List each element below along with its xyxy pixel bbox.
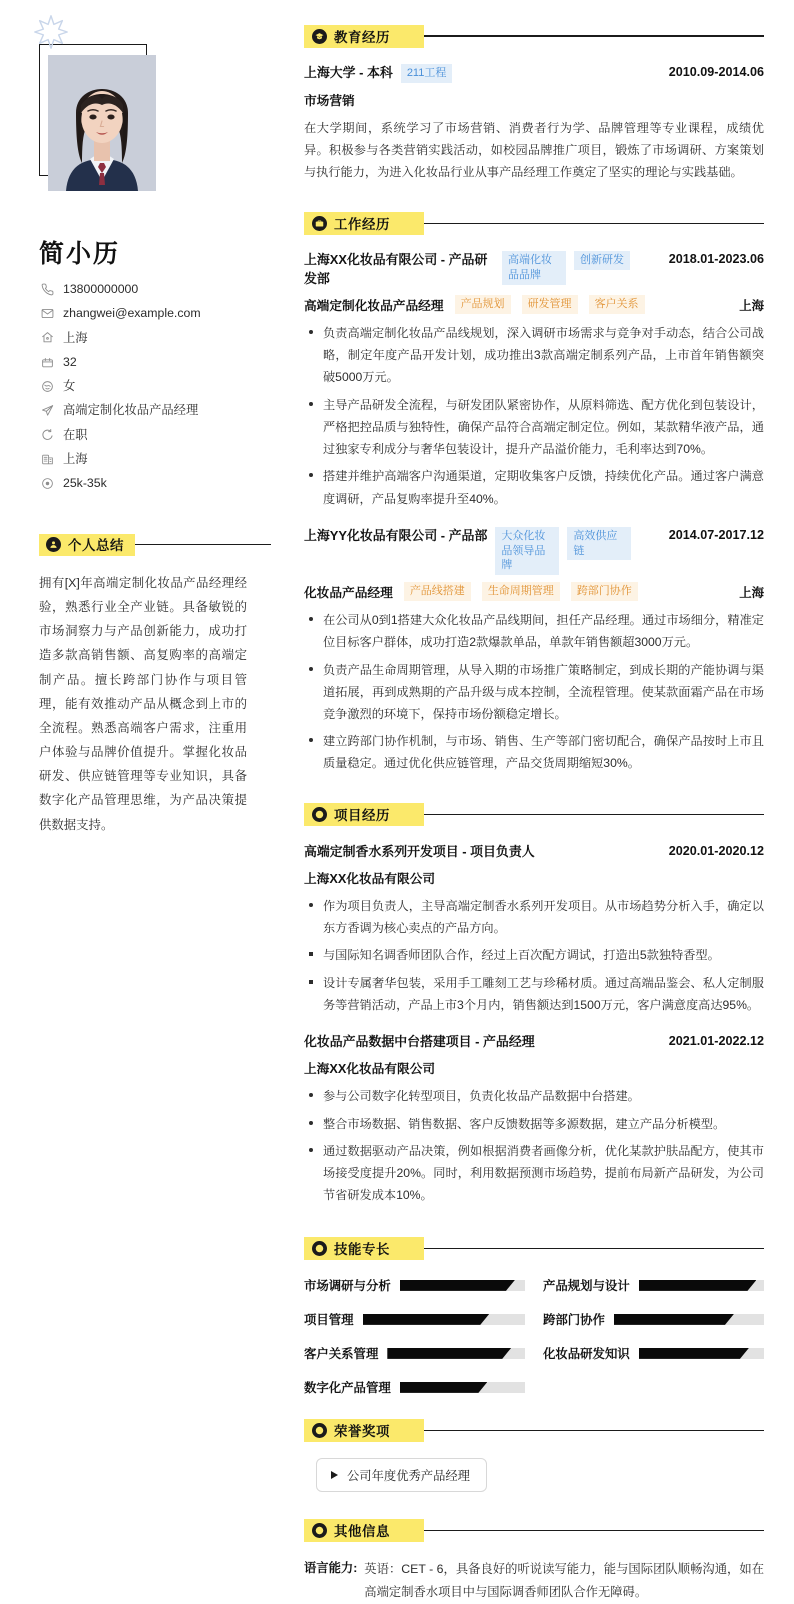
email-icon [40, 307, 54, 321]
tag: 大众化妆品领导品牌 [495, 527, 559, 576]
bullet-list [304, 322, 764, 510]
contact-email [40, 306, 268, 321]
role-title: 高端定制化妆品产品经理 [304, 299, 444, 314]
contact-gender [40, 379, 268, 394]
award-label: 公司年度优秀产品经理 [347, 1469, 470, 1484]
section-header [39, 533, 271, 557]
list-item: 通过数据驱动产品决策，例如根据消费者画像分析，优化某款护肤品配方，使其市场接受度提升20%。同时，利用数据预测市场趋势，提前布局新产品研发，为公司节省研发成本10%。 [304, 1140, 764, 1207]
school-name: 上海大学 - 本科 [304, 65, 393, 80]
entry-left [304, 843, 535, 861]
role-title: 化妆品产品经理 [304, 586, 393, 601]
entry-header [304, 1033, 764, 1051]
contact-salary [40, 476, 268, 491]
skill-bar-fill [639, 1280, 757, 1291]
skill-row [304, 1378, 525, 1396]
section-work-experience [304, 211, 764, 774]
section-title: 技能专长 [334, 1241, 390, 1257]
project-entry [304, 843, 764, 1016]
contact-hometown [40, 331, 268, 346]
skill-label: 项目管理 [304, 1313, 354, 1328]
education-entry [304, 64, 764, 183]
tag: 研发管理 [522, 295, 578, 314]
tag: 产品规划 [455, 295, 511, 314]
skill-label: 化妆品研发知识 [543, 1347, 630, 1362]
gender-icon [40, 379, 54, 393]
project-name: 化妆品产品数据中台搭建项目 - 产品经理 [304, 1033, 535, 1049]
contact-value: 25k-35k [63, 476, 107, 490]
project-company: 上海XX化妆品有限公司 [304, 871, 436, 886]
project-entry [304, 1033, 764, 1206]
section-header-highlight [304, 25, 424, 48]
section-header-highlight [304, 212, 424, 235]
tag: 高端化妆品品牌 [502, 251, 566, 285]
entry-left [304, 251, 630, 288]
position-icon [40, 404, 54, 418]
entry-date: 2021.01-2022.12 [668, 1033, 764, 1048]
project-name: 高端定制香水系列开发项目 - 项目负责人 [304, 843, 535, 859]
list-item: 参与公司数字化转型项目，负责化妆品产品数据中台搭建。 [304, 1085, 764, 1107]
section-header-highlight [304, 1419, 424, 1442]
skill-bar-fill [387, 1348, 511, 1359]
info-icon [312, 1523, 327, 1538]
section-rule [414, 1430, 764, 1431]
skill-label: 市场调研与分析 [304, 1279, 391, 1294]
entry-header [304, 251, 764, 288]
entry-date: 2010.09-2014.06 [668, 65, 764, 79]
entry-header [304, 843, 764, 861]
contact-value: 女 [63, 379, 76, 393]
skill-row [543, 1276, 764, 1294]
tag: 211工程 [401, 64, 453, 83]
status-icon [40, 428, 54, 442]
list-item: 负责产品生命周期管理，从导入期的市场推广策略制定，到成长期的产能协调与渠道拓展，再到成熟期的产品升级与成本控制，全流程管理。使某款面霜产品在市场竞争激烈的环境下，保持市场份额稳定增长。 [304, 659, 764, 726]
contact-city [40, 452, 268, 467]
list-item: 整合市场数据、销售数据、客户反馈数据等多源数据，建立产品分析模型。 [304, 1113, 764, 1135]
contact-value: 上海 [63, 451, 88, 466]
section-other-info [304, 1518, 764, 1603]
entry-role [304, 582, 764, 601]
profile-photo [48, 55, 156, 191]
skill-label: 产品规划与设计 [543, 1279, 630, 1294]
sidebar [0, 0, 290, 1570]
contact-value: 上海 [63, 330, 88, 345]
section-header [304, 1236, 764, 1260]
list-item: 与国际知名调香师团队合作，经过上百次配方调试，打造出5款独特香型。 [304, 944, 764, 966]
section-title: 工作经历 [334, 216, 390, 232]
other-info-row [304, 1558, 764, 1603]
tag: 生命周期管理 [482, 582, 560, 601]
award-item[interactable] [316, 1458, 487, 1492]
section-header [304, 1418, 764, 1442]
skill-row [304, 1344, 525, 1362]
skill-bar-track [614, 1314, 764, 1325]
section-rule [414, 814, 764, 815]
project-company: 上海XX化妆品有限公司 [304, 1062, 436, 1077]
section-rule [414, 1530, 764, 1531]
bullet-list [304, 609, 764, 774]
skill-bar-fill [639, 1348, 749, 1359]
project-icon [312, 807, 327, 822]
star-decoration-icon [33, 14, 69, 50]
contact-value: 32 [63, 354, 77, 369]
main-content [290, 0, 794, 1600]
skill-bar-track [400, 1382, 525, 1393]
role-left [304, 295, 645, 314]
contact-position [40, 403, 268, 418]
home-icon [40, 331, 54, 345]
section-title: 个人总结 [68, 538, 124, 554]
section-title: 教育经历 [334, 29, 390, 45]
page-title: 简小历 [39, 240, 121, 268]
user-icon [46, 537, 61, 552]
section-header-highlight [304, 803, 424, 826]
avatar [39, 44, 199, 220]
section-rule [414, 35, 764, 36]
skill-bar-track [639, 1348, 764, 1359]
age-icon [40, 355, 54, 369]
section-header-highlight [39, 534, 135, 556]
entry-left [304, 1033, 535, 1051]
section-skills [304, 1236, 764, 1396]
skill-bar-fill [400, 1280, 515, 1291]
skill-bar-track [387, 1348, 525, 1359]
work-entry [304, 251, 764, 509]
section-rule [414, 1248, 764, 1249]
work-location: 上海 [739, 585, 764, 600]
play-triangle-icon [331, 1471, 338, 1479]
section-header [304, 211, 764, 235]
skill-bar-fill [614, 1314, 734, 1325]
work-entry [304, 527, 764, 775]
contact-value: 13800000000 [63, 282, 139, 296]
other-info-label: 语言能力: [304, 1561, 358, 1576]
skill-bar-fill [400, 1382, 488, 1393]
graduation-cap-icon [312, 29, 327, 44]
section-awards [304, 1418, 764, 1492]
salary-icon [40, 476, 54, 490]
skills-grid [304, 1276, 764, 1396]
bullet-list [304, 895, 764, 1016]
skill-row [543, 1310, 764, 1328]
chart-icon [312, 1241, 327, 1256]
section-title: 其他信息 [334, 1523, 390, 1539]
medal-icon [312, 1423, 327, 1438]
skill-label: 客户关系管理 [304, 1347, 379, 1362]
section-personal-summary [39, 533, 271, 837]
briefcase-icon [312, 216, 327, 231]
section-title: 项目经历 [334, 808, 390, 824]
list-item: 主导产品研发全流程，与研发团队紧密协作，从原料筛选、配方优化到包装设计，严格把控品质与独特性，确保产品符合高端定制定位。例如，某款精华液产品，通过独家专利成分与奢华包装设计，提升产品溢价能力，毛利率达到70%。 [304, 394, 764, 461]
company-name: 上海XX化妆品有限公司 - 产品研发部 [304, 252, 488, 286]
other-info-text: 英语：CET - 6，具备良好的听说读写能力，能与国际团队顺畅沟通，如在高端定制香水项目中与国际调香师团队合作无障碍。 [364, 1562, 764, 1600]
section-header-highlight [304, 1237, 424, 1260]
entry-role [304, 295, 764, 314]
education-description: 在大学期间，系统学习了市场营销、消费者行为学、品牌管理等专业课程，成绩优异。积极参与各类营销实践活动，如校园品牌推广项目，锻炼了市场调研、方案策划与执行能力，为进入化妆品行业从事产品经理工作奠定了坚实的理论与实践基础。 [304, 120, 764, 180]
work-location: 上海 [739, 298, 764, 313]
contact-value: 高端定制化妆品产品经理 [63, 403, 199, 418]
section-rule [414, 223, 764, 224]
skill-bar-fill [363, 1314, 490, 1325]
entry-left [304, 64, 452, 83]
summary-text: 拥有[X]年高端定制化妆品产品经理经验，熟悉行业全产业链。具备敏锐的市场洞察力与产品创新能力，成功打造多款高销售额、高复购率的高端定制产品。擅长跨部门协作与项目管理，能有效推动产品从概念到上市的全流程。熟悉高端客户需求，注重用户体验与品牌价值提升。掌握化妆品研发、供应链管理等专业知识，具备数字化产品管理思维，为产品决策提供数据支持。 [39, 575, 247, 832]
list-item: 建立跨部门协作机制，与市场、销售、生产等部门密切配合，确保产品按时上市且质量稳定。通过优化供应链管理，产品交货周期缩短30%。 [304, 730, 764, 774]
list-item: 作为项目负责人，主导高端定制香水系列开发项目。从市场趋势分析入手，确定以东方香调为核心卖点的产品方向。 [304, 895, 764, 939]
skill-row [543, 1344, 764, 1362]
city-icon [40, 452, 54, 466]
tag: 跨部门协作 [571, 582, 638, 601]
entry-header [304, 527, 764, 576]
entry-date: 2020.01-2020.12 [668, 843, 764, 858]
entry-date: 2018.01-2023.06 [668, 252, 764, 267]
section-header [304, 1518, 764, 1542]
section-title: 荣誉奖项 [334, 1423, 390, 1439]
list-item: 在公司从0到1搭建大众化妆品产品线期间，担任产品经理。通过市场细分，精准定位目标客户群体，成功打造2款爆款单品，单款年销售额超3000万元。 [304, 609, 764, 653]
skill-row [304, 1276, 525, 1294]
entry-left [304, 527, 631, 576]
entry-header [304, 64, 764, 83]
major-name: 市场营销 [304, 93, 355, 108]
skill-bar-track [400, 1280, 525, 1291]
tag: 产品线搭建 [404, 582, 471, 601]
section-header-highlight [304, 1519, 424, 1542]
skill-bar-track [363, 1314, 525, 1325]
skill-bar-track [639, 1280, 764, 1291]
section-header [304, 803, 764, 827]
section-rule [133, 544, 271, 545]
role-left [304, 582, 638, 601]
section-header [304, 24, 764, 48]
bullet-list [304, 1085, 764, 1206]
company-name: 上海YY化妆品有限公司 - 产品部 [304, 527, 488, 543]
tag: 高效供应链 [567, 527, 631, 561]
contact-value: 在职 [63, 427, 88, 442]
phone-icon [40, 282, 54, 296]
contact-status [40, 428, 268, 443]
contact-phone [40, 282, 268, 297]
section-projects [304, 803, 764, 1207]
skill-label: 数字化产品管理 [304, 1381, 391, 1396]
entry-date: 2014.07-2017.12 [668, 527, 764, 542]
section-education [304, 24, 764, 183]
contact-value: zhangwei@example.com [63, 306, 201, 321]
list-item: 搭建并维护高端客户沟通渠道，定期收集客户反馈，持续优化产品。通过客户满意度调研，产品复购率提升至40%。 [304, 465, 764, 509]
contact-list [40, 282, 268, 491]
contact-age [40, 355, 268, 370]
skill-row [304, 1310, 525, 1328]
tag: 客户关系 [589, 295, 645, 314]
tag: 创新研发 [574, 251, 630, 270]
list-item: 负责高端定制化妆品产品线规划，深入调研市场需求与竞争对手动态，结合公司战略，制定年度产品开发计划，成功推出3款高端定制系列产品，上市首年销售额突破5000万元。 [304, 322, 764, 389]
skill-label: 跨部门协作 [543, 1313, 605, 1328]
list-item: 设计专属奢华包装，采用手工雕刻工艺与珍稀材质。通过高端品鉴会、私人定制服务等营销活动，产品上市3个月内，销售额达到1500万元，客户满意度高达95%。 [304, 972, 764, 1016]
